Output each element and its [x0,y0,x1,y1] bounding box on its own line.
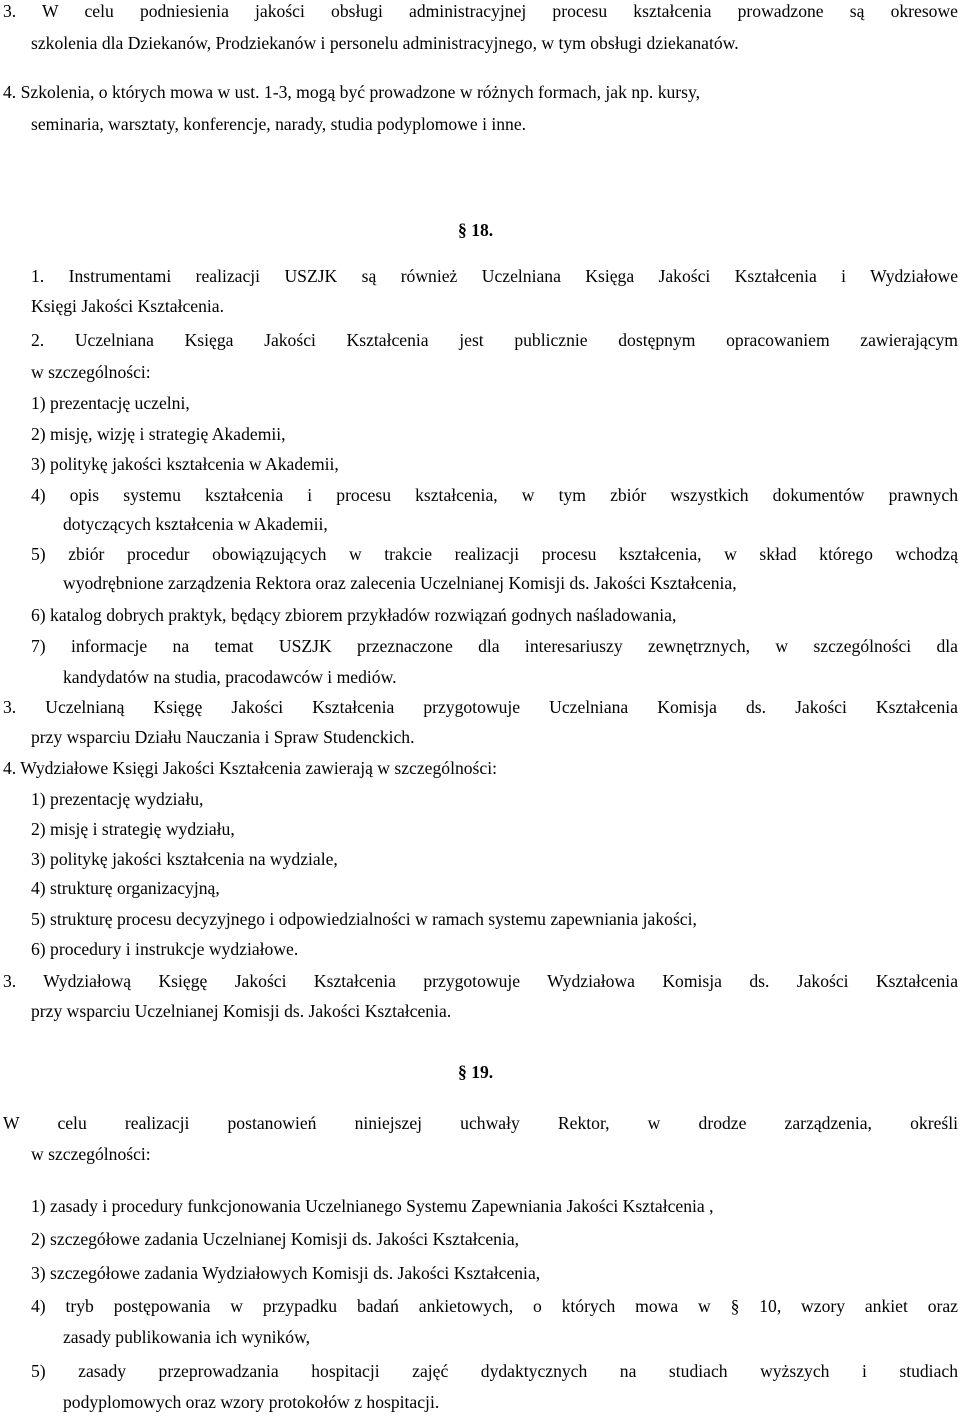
list-item: 2) misję, wizję i strategię Akademii, [31,424,286,444]
list-item: 1) prezentację uczelni, [31,393,190,413]
list-item: 5) zbiór procedur obowiązujących w trakcie realizacji procesu kształcenia, w skład którego wchodzą [31,544,958,564]
list-item: 5) strukturę procesu decyzyjnego i odpowiedzialności w ramach systemu zapewniania jakości, [31,909,697,929]
list-item-continuation: dotyczących kształcenia w Akademii, [63,514,328,534]
list-item-continuation: wyodrębnione zarządzenia Rektora oraz zalecenia Uczelnianej Komisji ds. Jakości Kształcenia, [63,573,737,593]
paragraph-line: seminaria, warsztaty, konferencje, narady, studia podyplomowe i inne. [31,114,527,134]
paragraph-line: przy wsparciu Działu Nauczania i Spraw Studenckich. [31,727,415,747]
paragraph-line: Księgi Jakości Kształcenia. [31,296,224,316]
list-item: 6) procedury i instrukcje wydziałowe. [31,939,299,959]
paragraph-line: 3. Uczelnianą Księgę Jakości Kształcenia przygotowuje Uczelniana Komisja ds. Jakości Kształcenia [3,697,958,717]
paragraph-line: szkolenia dla Dziekanów, Prodziekanów i personelu administracyjnego, w tym obsługi dziekanatów. [31,33,739,53]
paragraph-line: 4. Wydziałowe Księgi Jakości Kształcenia zawierają w szczególności: [3,758,497,778]
list-item: 6) katalog dobrych praktyk, będący zbiorem przykładów rozwiązań godnych naśladowania, [31,605,677,625]
list-item: 4) opis systemu kształcenia i procesu kształcenia, w tym zbiór wszystkich dokumentów prawnych [31,485,958,505]
paragraph-line: w szczególności: [31,1144,151,1164]
list-item-continuation: podyplomowych oraz wzory protokołów z hospitacji. [63,1392,440,1412]
section-heading-19: § 19. [458,1062,494,1082]
paragraph-line: 2. Uczelniana Księga Jakości Kształcenia jest publicznie dostępnym opracowaniem zawierającym [31,330,958,350]
paragraph-line: W celu realizacji postanowień niniejszej uchwały Rektor, w drodze zarządzenia, określi [3,1113,958,1133]
list-item: 7) informacje na temat USZJK przeznaczone dla interesariuszy zewnętrznych, w szczególności dla [31,636,958,656]
paragraph-line: 3. W celu podniesienia jakości obsługi administracyjnej procesu kształcenia prowadzone są okresowe [3,1,958,21]
list-item: 2) misję i strategię wydziału, [31,819,235,839]
list-item: 4) tryb postępowania w przypadku badań ankietowych, o których mowa w § 10, wzory ankiet oraz [31,1296,958,1316]
list-item: 3) politykę jakości kształcenia na wydziale, [31,849,338,869]
paragraph-line: w szczególności: [31,362,151,382]
list-item-continuation: zasady publikowania ich wyników, [63,1327,311,1347]
list-item: 3) szczegółowe zadania Wydziałowych Komisji ds. Jakości Kształcenia, [31,1263,541,1283]
list-item: 1) prezentację wydziału, [31,789,204,809]
list-item: 1) zasady i procedury funkcjonowania Uczelnianego Systemu Zapewniania Jakości Kształcenia , [31,1196,714,1216]
list-item: 4) strukturę organizacyjną, [31,878,220,898]
paragraph-line: 1. Instrumentami realizacji USZJK są również Uczelniana Księga Jakości Kształcenia i Wydziałowe [31,266,958,286]
list-item: 5) zasady przeprowadzania hospitacji zajęć dydaktycznych na studiach wyższych i studiach [31,1361,958,1381]
list-item-continuation: kandydatów na studia, pracodawców i mediów. [63,667,397,687]
paragraph-line: 3. Wydziałową Księgę Jakości Kształcenia przygotowuje Wydziałowa Komisja ds. Jakości Kształcenia [3,971,958,991]
paragraph-line: przy wsparciu Uczelnianej Komisji ds. Jakości Kształcenia. [31,1001,452,1021]
paragraph-line: 4. Szkolenia, o których mowa w ust. 1-3, mogą być prowadzone w różnych formach, jak np. kursy, [3,82,701,102]
list-item: 2) szczegółowe zadania Uczelnianej Komisji ds. Jakości Kształcenia, [31,1229,520,1249]
list-item: 3) politykę jakości kształcenia w Akademii, [31,454,339,474]
section-heading-18: § 18. [458,220,494,240]
